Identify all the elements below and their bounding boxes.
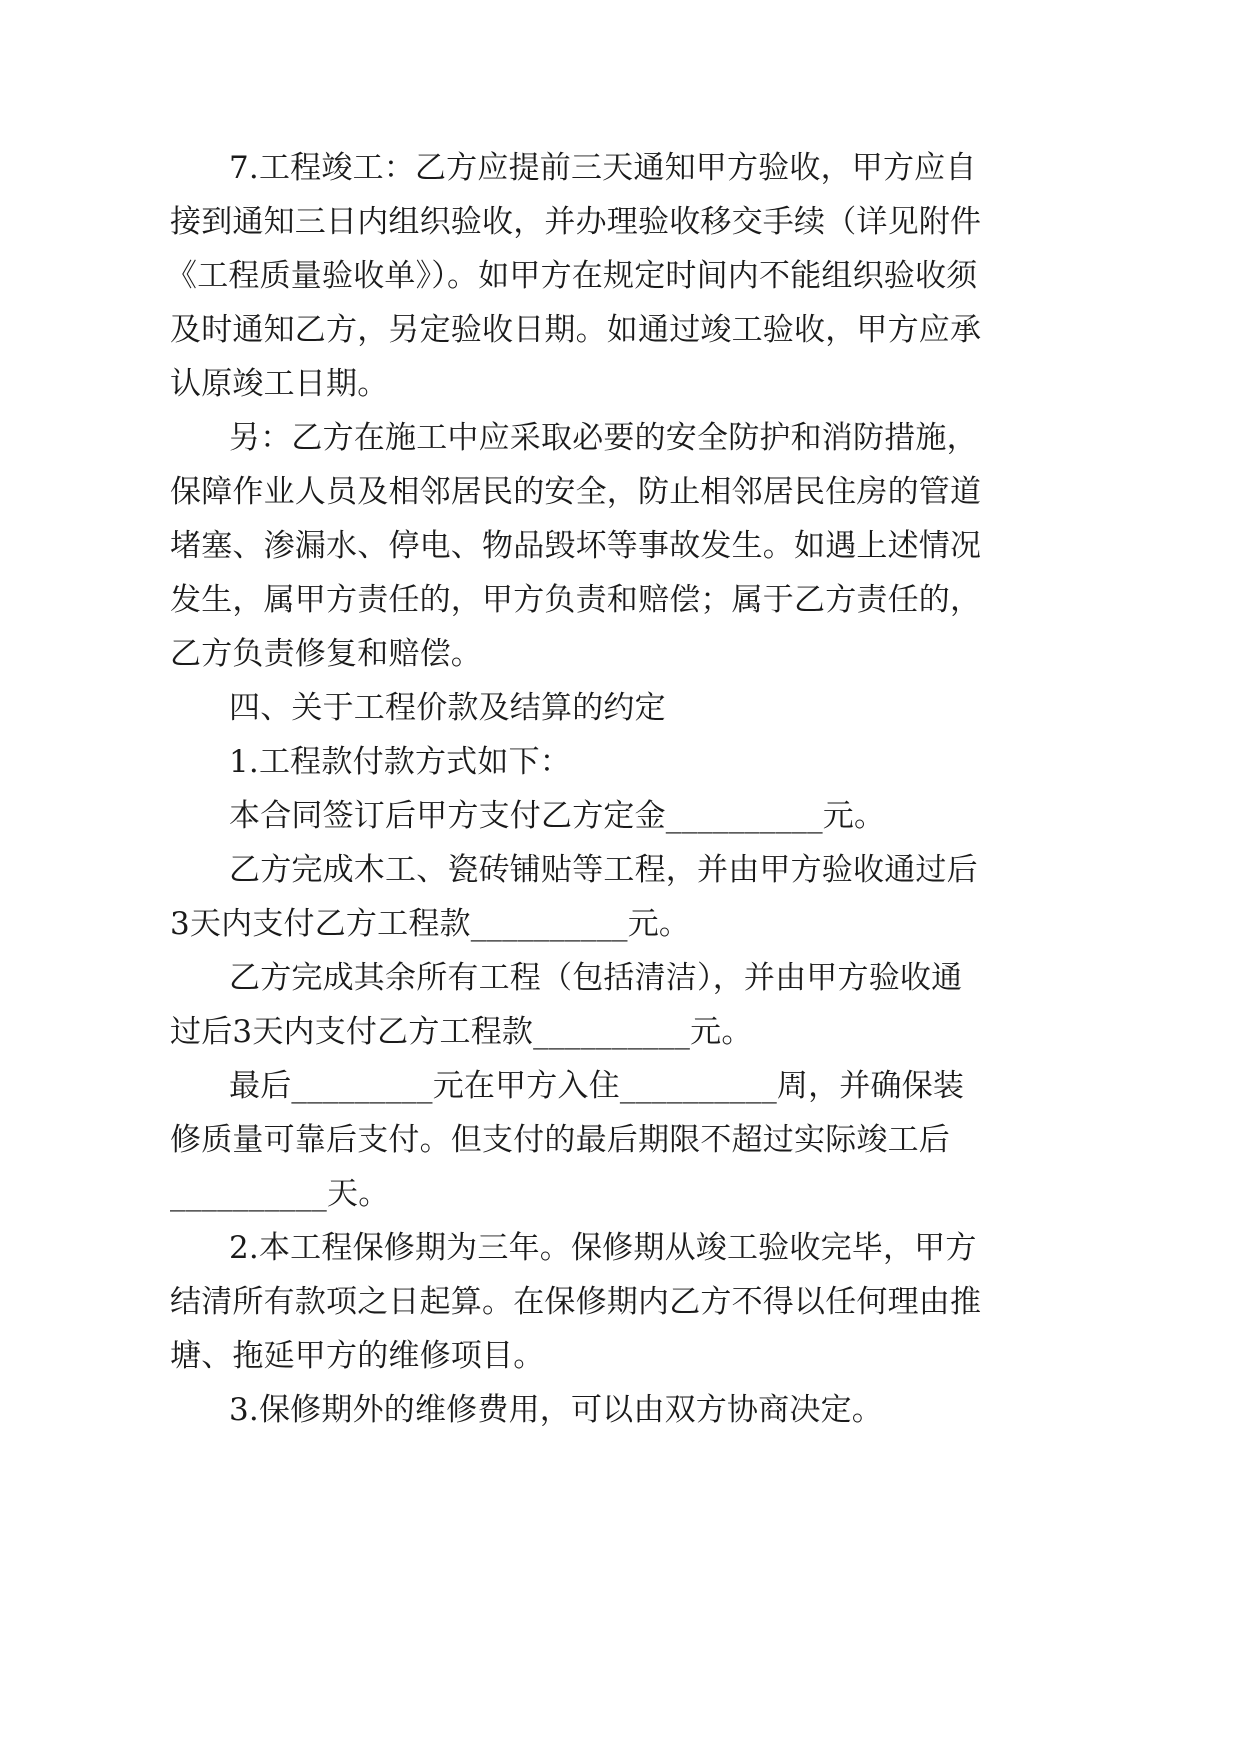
text-line: 结清所有款项之日起算。在保修期内乙方不得以任何理由推 [170,1284,982,1320]
text-line: 乙方完成其余所有工程（包括清洁），并由甲方验收通 [229,960,963,996]
text-line: 《工程质量验收单》）。如甲方在规定时间内不能组织验收须 [166,258,978,294]
text-line: 最后_________元在甲方入住__________周，并确保装 [229,1068,965,1104]
text-line: 乙方完成木工、瓷砖铺贴等工程，并由甲方验收通过后 [229,852,978,888]
text-line: 1.工程款付款方式如下： [229,744,571,780]
text-line: 另：乙方在施工中应采取必要的安全防护和消防措施， [229,420,978,456]
text-line: 3.保修期外的维修费用，可以由双方协商决定。 [229,1392,883,1428]
text-line: 塘、拖延甲方的维修项目。 [170,1338,545,1374]
text-line: 3天内支付乙方工程款__________元。 [170,906,691,942]
text-line: 堵塞、渗漏水、停电、物品毁坏等事故发生。如遇上述情况 [170,528,982,564]
text-line: 保障作业人员及相邻居民的安全，防止相邻居民住房的管道 [170,474,982,510]
text-line: 乙方负责修复和赔偿。 [170,636,482,672]
text-line: 认原竣工日期。 [170,366,389,402]
text-line: 发生，属甲方责任的，甲方负责和赔偿；属于乙方责任的， [170,582,982,618]
text-line: 本合同签订后甲方支付乙方定金__________元。 [229,798,886,834]
text-line: 过后3天内支付乙方工程款__________元。 [170,1014,753,1050]
text-line: __________天。 [170,1176,390,1212]
text-line: 修质量可靠后支付。但支付的最后期限不超过实际竣工后 [170,1122,950,1158]
text-line: 接到通知三日内组织验收，并办理验收移交手续（详见附件 [170,204,982,240]
section-heading: 四、关于工程价款及结算的约定 [229,690,666,726]
text-line: 及时通知乙方，另定验收日期。如通过竣工验收，甲方应承 [170,312,982,348]
text-line: 7.工程竣工：乙方应提前三天通知甲方验收，甲方应自 [229,150,977,186]
text-line: 2.本工程保修期为三年。保修期从竣工验收完毕，甲方 [229,1230,977,1266]
